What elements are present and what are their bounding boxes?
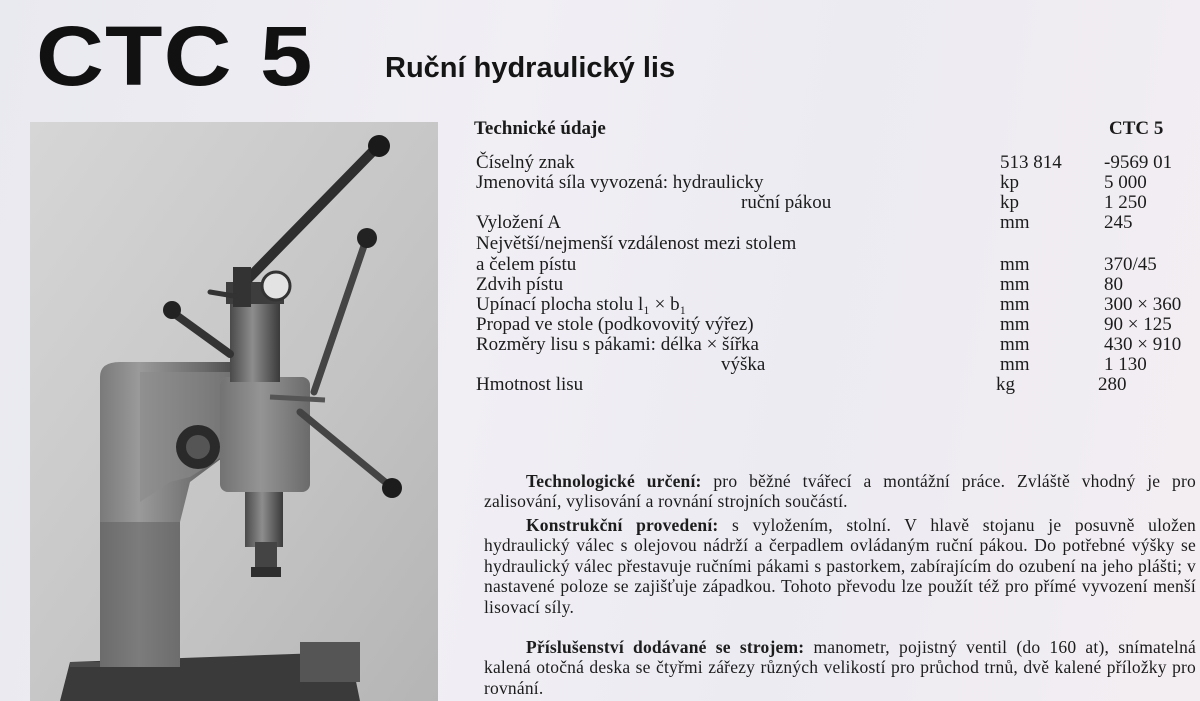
model-title: CTC 5 [36, 9, 314, 103]
spec-row [476, 274, 1196, 295]
spec-value: 1 130 [1104, 354, 1147, 375]
spec-unit: mm [1000, 254, 1030, 275]
spec-unit: mm [1000, 274, 1030, 295]
spec-label: Číselný znak [476, 152, 575, 173]
spec-label: Největší/nejmenší vzdálenost mezi stolem [476, 233, 797, 254]
paragraph-lead: Konstrukční provedení: [526, 515, 719, 535]
spec-row [476, 172, 1196, 193]
spec-value: 90 × 125 [1104, 314, 1172, 335]
spec-label: Rozměry lisu s pákami: délka × šířka [476, 334, 759, 355]
spec-label: Propad ve stole (podkovovitý výřez) [476, 314, 754, 335]
spec-label: výška [721, 354, 766, 375]
spec-row [476, 354, 1196, 375]
description-paragraph [484, 637, 1196, 698]
specs-model-column: CTC 5 [1109, 118, 1164, 139]
product-subtitle: Ruční hydraulický lis [385, 52, 676, 84]
spec-value: -9569 01 [1104, 152, 1173, 173]
spec-row [476, 254, 1196, 275]
paragraph-lead: Technologické určení: [526, 471, 702, 491]
specs-heading: Technické údaje [474, 118, 606, 139]
spec-value: 370/45 [1104, 254, 1157, 275]
spec-value: 1 250 [1104, 192, 1147, 213]
spec-label: Zdvih pístu [476, 274, 564, 295]
spec-label: Hmotnost lisu [476, 374, 584, 395]
paragraph-text: pro běžné tvářecí a montážní práce. Zvláště vhodný je pro zalisování, vylisování a rovnání strojních součástí. [484, 471, 1196, 512]
spec-unit: kp [1000, 192, 1019, 213]
paragraph-text: manometr, pojistný ventil (do 160 at), snímatelná kalená otočná deska se čtyřmi zářezy různých velikostí pro průchod trnů, dvě kalené příložky pro rovnání. [484, 637, 1197, 698]
hydraulic-press-illustration [30, 122, 438, 701]
spec-row [476, 152, 1196, 173]
spec-unit: 513 814 [1000, 152, 1062, 173]
description-paragraph [484, 515, 1196, 617]
spec-label: Vyložení A [476, 212, 561, 233]
spec-unit: mm [1000, 354, 1030, 375]
spec-label: ruční pákou [741, 192, 832, 213]
paragraph-text: s vyložením, stolní. V hlavě stojanu je posuvně uložen hydraulický válec s olejovou nádrží a čerpadlem ovládaným ruční pákou. Do potřebné výšky se hydraulický válec přestavuje ručními pákami s pastorkem, zabírajícím do ozubení na jeho plášti; v nastavené poloze se zajišťuje západkou. Tohoto převodu lze použít též pro přímé vyvození menší lisovací síly. [484, 515, 1196, 617]
press-photo [30, 122, 438, 701]
spec-value: 280 [1098, 374, 1127, 395]
spec-unit: mm [1000, 212, 1030, 233]
spec-label: Upínací plocha stolu l₁ × b₁ [476, 294, 687, 315]
spec-unit: kp [1000, 172, 1019, 193]
spec-value: 300 × 360 [1104, 294, 1182, 315]
spec-label: a čelem pístu [476, 254, 577, 275]
paragraph-lead: Příslušenství dodávané se strojem: [526, 637, 805, 657]
spec-row [476, 334, 1196, 355]
spec-unit: mm [1000, 314, 1030, 335]
spec-unit: mm [1000, 294, 1030, 315]
spec-value: 80 [1104, 274, 1123, 295]
spec-row [476, 314, 1196, 335]
spec-row [476, 212, 1196, 233]
spec-row [476, 233, 1196, 254]
description-paragraph [484, 471, 1196, 512]
spec-label: Jmenovitá síla vyvozená: hydraulicky [476, 172, 764, 193]
spec-row [476, 192, 1196, 213]
spec-value: 430 × 910 [1104, 334, 1182, 355]
spec-value: 5 000 [1104, 172, 1147, 193]
spec-unit: kg [996, 374, 1015, 395]
spec-row [476, 374, 1196, 395]
spec-unit: mm [1000, 334, 1030, 355]
spec-row [476, 294, 1196, 315]
spec-value: 245 [1104, 212, 1133, 233]
